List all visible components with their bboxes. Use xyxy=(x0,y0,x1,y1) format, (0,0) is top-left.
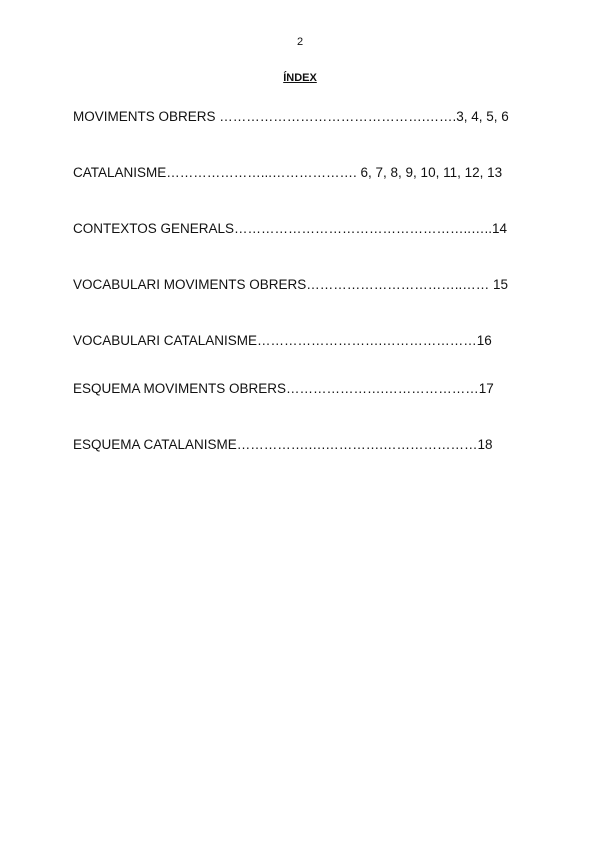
toc-entry-moviments-obrers: MOVIMENTS OBRERS ……………………………………….…….3, 4, 5, 6 xyxy=(73,109,509,124)
toc-entry-esquema-catalanisme: ESQUEMA CATALANISME…………….….………….…………………18 xyxy=(73,437,493,452)
toc-entry-vocabulari-moviments-obrers: VOCABULARI MOVIMENTS OBRERS……………………………..…… 15 xyxy=(73,277,509,292)
page-number: 2 xyxy=(296,36,304,48)
index-title: ÍNDEX xyxy=(283,72,317,84)
toc-entry-contextos-generals: CONTEXTOS GENERALS……………………………………………..…..14 xyxy=(73,221,508,236)
toc-entry-esquema-moviments-obrers: ESQUEMA MOVIMENTS OBRERS………………….…………………17 xyxy=(73,381,494,396)
toc-entry-catalanisme: CATALANISME…………………...………………. 6, 7, 8, 9, 10, 11, 12, 13 xyxy=(73,165,503,180)
toc-entry-vocabulari-catalanisme: VOCABULARI CATALANISME……………………….…………………16 xyxy=(73,333,492,348)
